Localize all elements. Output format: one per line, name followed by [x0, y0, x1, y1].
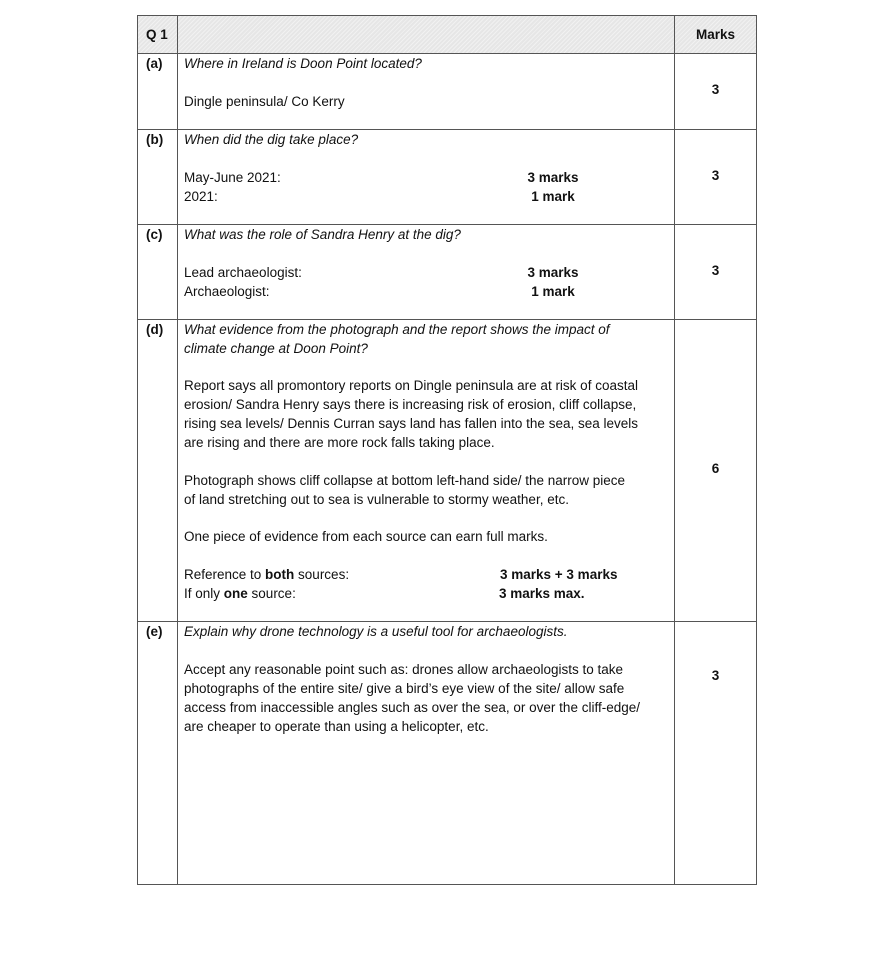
question-d-line: What evidence from the photograph and the report shows the impact of: [184, 322, 610, 337]
answer-d-reference-both: Reference to both sources:: [184, 567, 350, 582]
answer-c-item-marks: 1 mark: [531, 284, 575, 299]
marks-header: Marks: [695, 27, 736, 42]
answer-d-reference-both-marks: 3 marks + 3 marks: [500, 567, 618, 582]
answer-d-line: erosion/ Sandra Henry says there is increasing risk of erosion, cliff collapse,: [184, 397, 637, 412]
row-label-a: (a): [146, 56, 163, 71]
question-e: Explain why drone technology is a useful tool for archaeologists.: [184, 624, 568, 639]
answer-d-line: rising sea levels/ Dennis Curran says land has fallen into the sea, sea levels: [184, 416, 638, 431]
marks-b: 3: [711, 168, 720, 183]
question-b: When did the dig take place?: [184, 132, 359, 147]
answer-d-note: One piece of evidence from each source can earn full marks.: [184, 529, 548, 544]
marks-c: 3: [711, 263, 720, 278]
marking-scheme-table: [137, 15, 757, 885]
answer-a: Dingle peninsula/ Co Kerry: [184, 94, 345, 109]
answer-e-line: photographs of the entire site/ give a bird’s eye view of the site/ allow safe: [184, 681, 625, 696]
answer-c-item: Lead archaeologist:: [184, 265, 302, 280]
answer-d-line: are rising and there are more rock falls taking place.: [184, 435, 495, 450]
row-label-c: (c): [146, 227, 163, 242]
marks-a: 3: [711, 82, 720, 97]
question-number: Q 1: [146, 27, 168, 42]
marks-d: 6: [711, 461, 720, 476]
answer-c-item: Archaeologist:: [184, 284, 270, 299]
question-d-line: climate change at Doon Point?: [184, 341, 368, 356]
answer-b-item-marks: 1 mark: [531, 189, 575, 204]
answer-e-line: Accept any reasonable point such as: drones allow archaeologists to take: [184, 662, 624, 677]
table-header-row: [138, 16, 756, 53]
answer-b-item: May-June 2021:: [184, 170, 281, 185]
answer-d-line: of land stretching out to sea is vulnerable to stormy weather, etc.: [184, 492, 569, 507]
question-a: Where in Ireland is Doon Point located?: [184, 56, 422, 71]
answer-d-line: Photograph shows cliff collapse at bottom left-hand side/ the narrow piece: [184, 473, 626, 488]
row-label-d: (d): [146, 322, 164, 337]
answer-d-reference-one: If only one source:: [184, 586, 296, 601]
column-divider: [674, 16, 675, 884]
question-c: What was the role of Sandra Henry at the dig?: [184, 227, 461, 242]
answer-d-reference-one-marks: 3 marks max.: [499, 586, 585, 601]
row-label-b: (b): [146, 132, 164, 147]
answer-e-line: access from inaccessible angles such as over the sea, or over the cliff-edge/: [184, 700, 640, 715]
answer-b-item-marks: 3 marks: [527, 170, 579, 185]
answer-e-line: are cheaper to operate than using a helicopter, etc.: [184, 719, 489, 734]
answer-c-item-marks: 3 marks: [527, 265, 579, 280]
marks-e: 3: [711, 668, 720, 683]
column-divider: [177, 16, 178, 884]
answer-d-line: Report says all promontory reports on Dingle peninsula are at risk of coastal: [184, 378, 638, 393]
row-label-e: (e): [146, 624, 163, 639]
answer-b-item: 2021:: [184, 189, 218, 204]
